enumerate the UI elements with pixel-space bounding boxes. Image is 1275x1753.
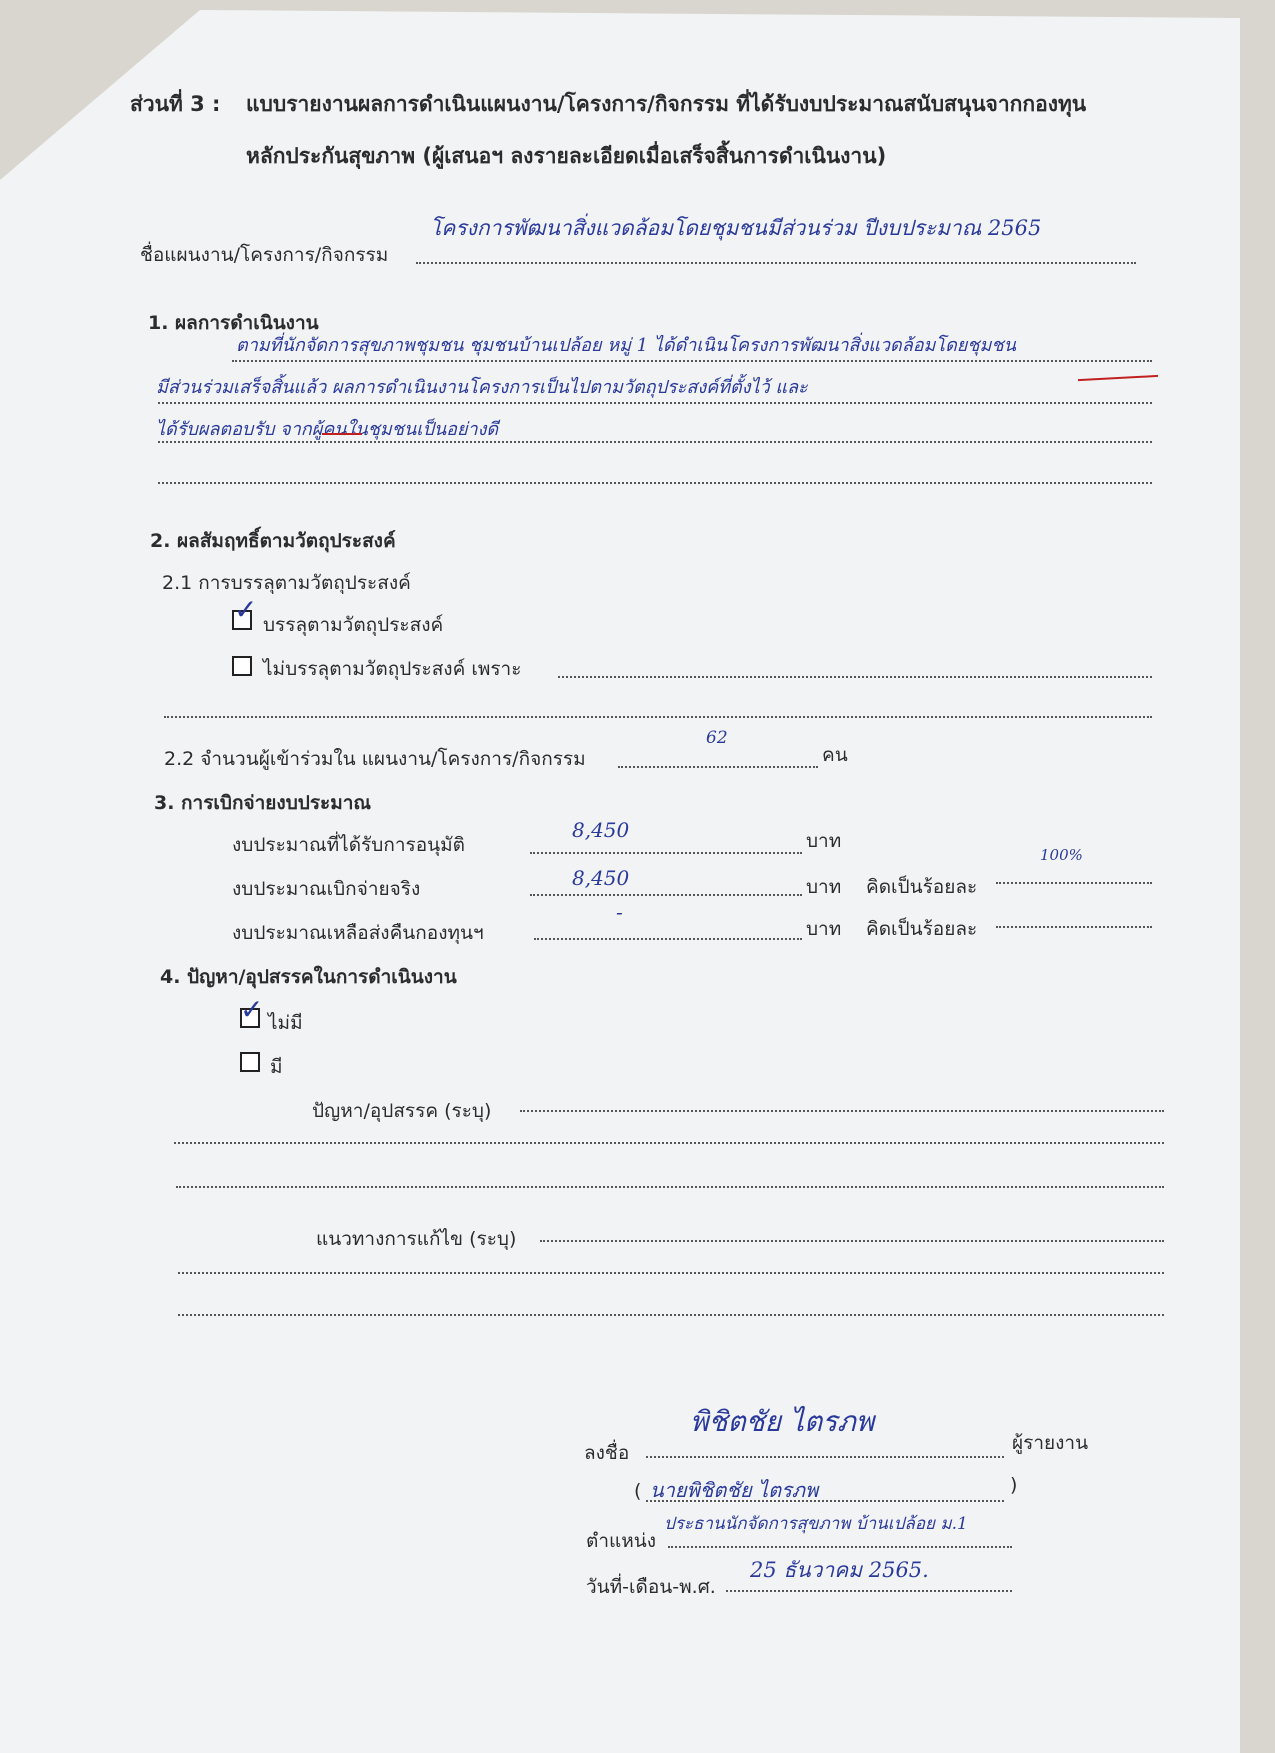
spent-percent-label: คิดเป็นร้อยละ: [866, 876, 978, 898]
name-close-paren: ): [1010, 1474, 1018, 1496]
solution-line-3: [178, 1314, 1164, 1316]
reporter-label: ผู้รายงาน: [1012, 1432, 1089, 1454]
solution-line-2: [178, 1272, 1164, 1274]
sign-label: ลงชื่อ: [584, 1442, 630, 1464]
result-line-4: [158, 482, 1152, 484]
project-name-label: ชื่อแผนงาน/โครงการ/กิจกรรม: [140, 244, 389, 266]
spent-percent-value: 100%: [1040, 846, 1083, 864]
returned-baht: บาท: [806, 918, 842, 940]
problem-line-2: [174, 1142, 1164, 1144]
check-mark-icon: ✓: [234, 593, 258, 626]
signature-mark: พิชิตชัย ไตรภพ: [690, 1405, 875, 1438]
problem-label: ปัญหา/อุปสรรค (ระบุ): [312, 1100, 492, 1122]
achieved-label: บรรลุตามวัตถุประสงค์: [263, 614, 444, 636]
part-label: ส่วนที่ 3 :: [130, 92, 221, 116]
approved-label: งบประมาณที่ได้รับการอนุมัติ: [232, 834, 465, 856]
returned-percent-line: [996, 926, 1152, 928]
solution-label: แนวทางการแก้ไข (ระบุ): [316, 1228, 517, 1250]
participants-value: 62: [706, 728, 728, 748]
position-value: ประธานนักจัดการสุขภาพ บ้านเปล้อย ม.1: [664, 1514, 968, 1534]
result-line-2: [158, 402, 1152, 404]
returned-value: -: [616, 900, 623, 924]
result-text-1: ตามที่นักจัดการสุขภาพชุมชน ชุมชนบ้านเปล้อย หมู่ 1 ได้ดำเนินโครงการพัฒนาสิ่งแวดล้อมโดยชุมชน: [236, 335, 1016, 356]
not-achieved-reason-line-2: [164, 716, 1152, 718]
section4-title: 4. ปัญหา/อุปสรรคในการดำเนินงาน: [160, 966, 457, 988]
spent-label: งบประมาณเบิกจ่ายจริง: [232, 878, 421, 900]
signature-line: [646, 1456, 1004, 1458]
has-problem-label: มี: [270, 1056, 283, 1078]
problem-line-3: [176, 1186, 1164, 1188]
result-text-3: ได้รับผลตอบรับ จากผู้คนในชุมชนเป็นอย่างดี: [156, 419, 499, 440]
section2-2-label: 2.2 จำนวนผู้เข้าร่วมใน แผนงาน/โครงการ/กิจกรรม: [164, 748, 586, 770]
section1-title: 1. ผลการดำเนินงาน: [148, 312, 319, 334]
project-name-value: โครงการพัฒนาสิ่งแวดล้อมโดยชุมชนมีส่วนร่วม ปีงบประมาณ 2565: [430, 216, 1042, 240]
spent-line: [530, 894, 802, 896]
project-name-line: [416, 262, 1136, 264]
spent-percent-line: [996, 882, 1152, 884]
approved-baht: บาท: [806, 830, 842, 852]
not-achieved-checkbox[interactable]: [232, 656, 252, 676]
problem-line-1: [520, 1110, 1164, 1112]
approved-line: [530, 852, 802, 854]
position-line: [668, 1546, 1012, 1548]
form-title-line2: หลักประกันสุขภาพ (ผู้เสนอฯ ลงรายละเอียดเมื่อเสร็จสิ้นการดำเนินงาน): [246, 144, 887, 168]
date-value: 25 ธันวาคม 2565.: [750, 1558, 929, 1582]
result-line-1: [232, 360, 1152, 362]
not-achieved-reason-line: [558, 676, 1152, 678]
no-problem-label: ไม่มี: [268, 1012, 303, 1034]
solution-line-1: [540, 1240, 1164, 1242]
section2-1-label: 2.1 การบรรลุตามวัตถุประสงค์: [162, 572, 411, 594]
check-mark-icon: ✓: [240, 993, 264, 1026]
has-problem-checkbox[interactable]: [240, 1052, 260, 1072]
spent-baht: บาท: [806, 876, 842, 898]
spent-value: 8,450: [572, 866, 630, 890]
section3-title: 3. การเบิกจ่ายงบประมาณ: [154, 792, 372, 814]
name-open-paren: (: [634, 1480, 642, 1502]
returned-line: [534, 938, 802, 940]
date-line: [726, 1590, 1012, 1592]
not-achieved-label: ไม่บรรลุตามวัตถุประสงค์ เพราะ: [263, 658, 522, 680]
form-title-line1: แบบรายงานผลการดำเนินแผนงาน/โครงการ/กิจกรรม ที่ได้รับงบประมาณสนับสนุนจากกองทุน: [246, 92, 1087, 116]
reporter-name: นายพิชิตชัย ไตรภพ: [650, 1478, 819, 1502]
date-label: วันที่-เดือน-พ.ศ.: [586, 1576, 716, 1598]
participants-unit: คน: [822, 744, 848, 766]
returned-percent-label: คิดเป็นร้อยละ: [866, 918, 978, 940]
position-label: ตำแหน่ง: [586, 1530, 657, 1552]
approved-value: 8,450: [572, 818, 630, 842]
strikeout-mark-2: [322, 433, 362, 435]
section2-title: 2. ผลสัมฤทธิ์ตามวัตถุประสงค์: [150, 530, 396, 552]
result-text-2: มีส่วนร่วมเสร็จสิ้นแล้ว ผลการดำเนินงานโครงการเป็นไปตามวัตถุประสงค์ที่ตั้งไว้ และ: [156, 377, 808, 398]
returned-label: งบประมาณเหลือส่งคืนกองทุนฯ: [232, 922, 484, 944]
participants-line: [618, 766, 818, 768]
